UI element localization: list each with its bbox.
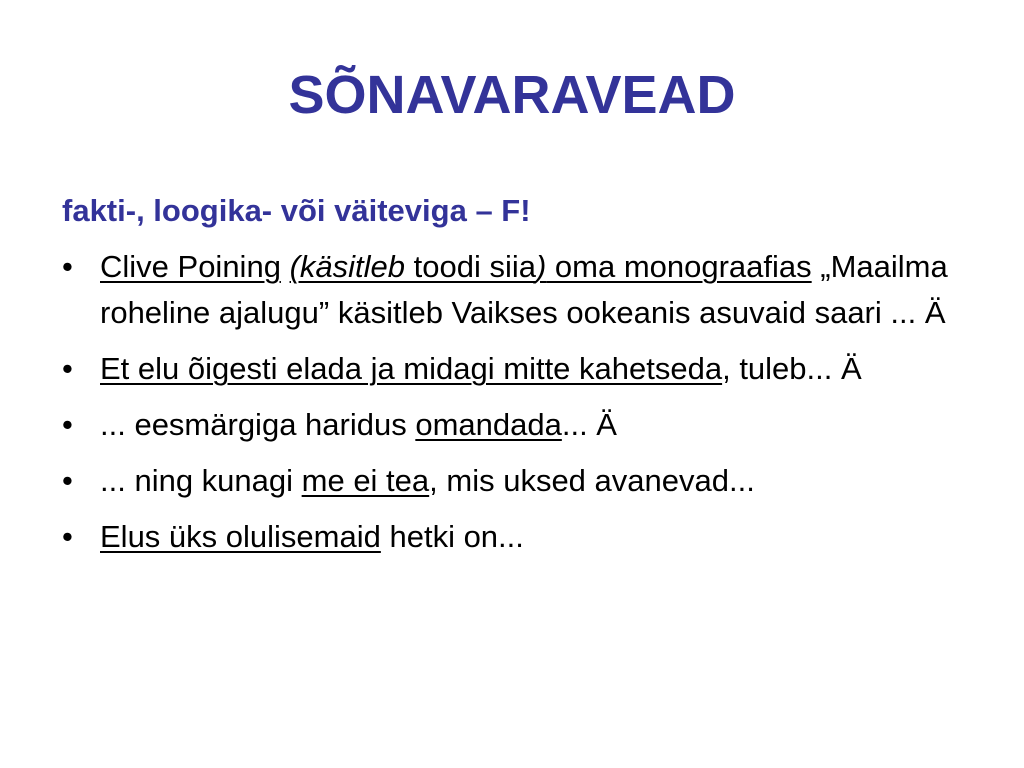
bullet-item — [62, 346, 982, 392]
plain-text: ... Ä — [561, 407, 617, 442]
bullet-item — [62, 458, 982, 504]
underlined-italic-text: (käsitleb — [289, 249, 405, 284]
bullet-item — [62, 514, 982, 560]
bullet-icon: • — [62, 463, 73, 498]
slide-subtitle: fakti-, loogika- või väiteviga – F! — [62, 193, 531, 228]
underlined-text: Elus üks olulisemaid — [100, 519, 381, 554]
bullet-icon: • — [62, 249, 73, 284]
plain-text: , tuleb... Ä — [722, 351, 862, 386]
plain-text: hetki on... — [380, 519, 524, 554]
slide-title: SÕNAVARAVEAD — [288, 65, 736, 125]
underlined-text: omandada — [415, 407, 562, 442]
underlined-text: oma monograafias — [546, 249, 812, 284]
underlined-text: toodi siia — [405, 249, 536, 284]
underlined-text: Et elu õigesti elada ja midagi mitte kahetseda — [100, 351, 723, 386]
underlined-text: me ei tea — [301, 463, 430, 498]
bullet-item — [62, 402, 982, 448]
underlined-text: Clive Poining — [100, 249, 281, 284]
plain-text: ... eesmärgiga haridus — [100, 407, 416, 442]
underlined-italic-text: ) — [535, 249, 547, 284]
bullet-list — [62, 244, 982, 570]
bullet-item — [62, 244, 982, 336]
plain-text — [281, 249, 290, 284]
plain-text: ... ning kunagi — [100, 463, 302, 498]
plain-text: , mis uksed avanevad... — [429, 463, 755, 498]
bullet-icon: • — [62, 407, 73, 442]
plain-text: „Maailma roheline ajalugu” käsitleb Vaikses ookeanis asuvaid saari ... Ä — [100, 249, 948, 330]
bullet-icon: • — [62, 351, 73, 386]
bullet-icon: • — [62, 519, 73, 554]
